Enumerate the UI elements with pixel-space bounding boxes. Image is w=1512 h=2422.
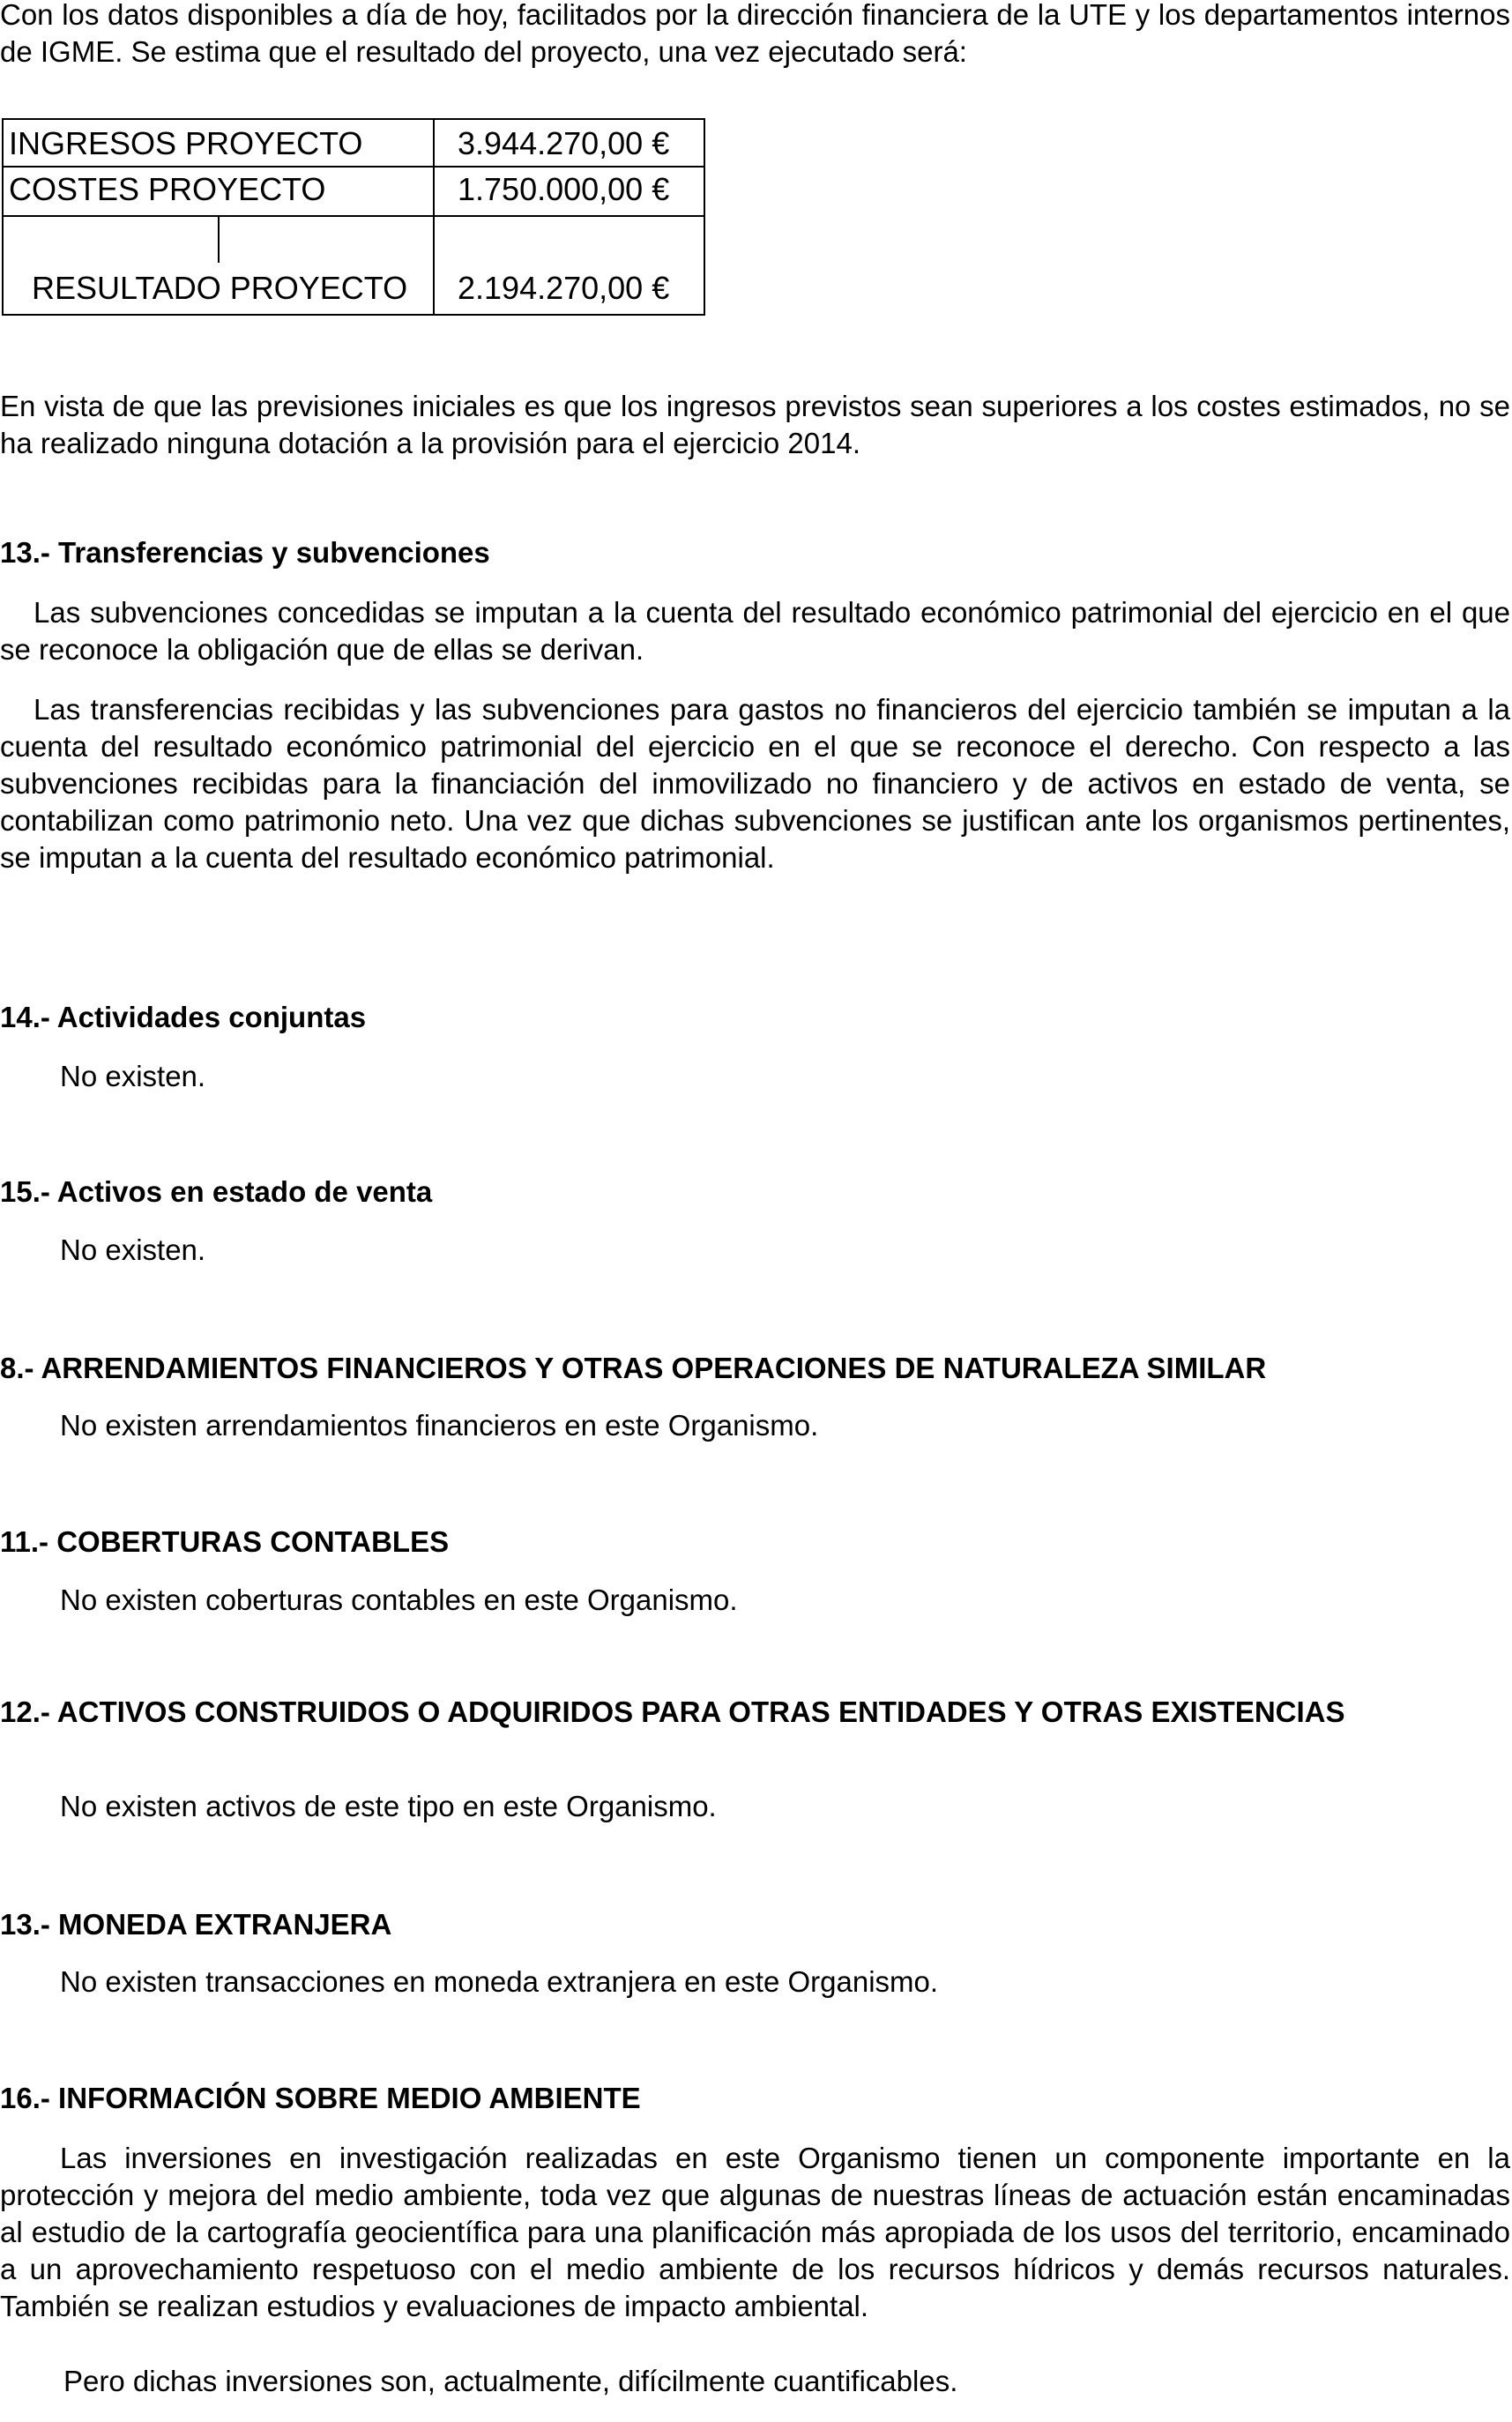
section-heading: 8.- ARRENDAMIENTOS FINANCIEROS Y OTRAS OPERACIONES DE NATURALEZA SIMILAR [0, 1352, 1267, 1384]
section-heading: 14.- Actividades conjuntas [0, 1001, 367, 1033]
section-heading: 11.- COBERTURAS CONTABLES [0, 1525, 450, 1558]
section-text: No existen. [60, 1060, 206, 1092]
table-row-label: COSTES PROYECTO [9, 171, 326, 207]
intro-paragraph: Con los datos disponibles a día de hoy, facilitados por la dirección financiera de la UTE y los departamentos internos de IGME. Se estima que el resultado del proyecto, una vez ejecutado será: [0, 0, 1510, 68]
table-row-value: 1.750.000,00 € [458, 171, 670, 207]
section-heading: 13.- MONEDA EXTRANJERA [0, 1908, 392, 1941]
table-row-label: INGRESOS PROYECTO [9, 125, 363, 161]
section-paragraph: Las subvenciones concedidas se imputan a la cuenta del resultado económico patrimonial del ejercicio en el que se reconoce la obligación que de ellas se derivan. [0, 596, 1510, 666]
section-paragraph: Las transferencias recibidas y las subvenciones para gastos no financieros del ejercicio también se imputan a la cuenta del resultado económico patrimonial del ejercicio en el que se reconoce el derecho. Con respecto a las subvenciones recibidas para la financiación del inmovilizado no financiero y de activos en estado de venta, se contabilizan como patrimonio neto. Una vez que dichas subvenciones se justifican ante los organismos pertinentes, se imputan a la cuenta del resultado económico patrimonial. [0, 693, 1510, 874]
section-text: No existen transacciones en moneda extranjera en este Organismo. [60, 1965, 939, 1998]
section-text: No existen. [60, 1233, 206, 1266]
section-heading: 15.- Activos en estado de venta [0, 1175, 433, 1208]
project-result-table [2, 118, 705, 316]
table-total-label: RESULTADO PROYECTO [32, 270, 408, 306]
table-total-value: 2.194.270,00 € [458, 270, 670, 306]
section-paragraph: Pero dichas inversiones son, actualmente, difícilmente cuantificables. [63, 2365, 958, 2397]
table-column-divider [433, 120, 435, 314]
section-text: No existen activos de este tipo en este Organismo. [60, 1790, 717, 1822]
table-empty-cell-divider [218, 215, 220, 263]
section-heading: 16.- INFORMACIÓN SOBRE MEDIO AMBIENTE [0, 2082, 641, 2114]
table-row-value: 3.944.270,00 € [458, 125, 670, 161]
table-divider [4, 215, 704, 217]
section-text: No existen coberturas contables en este Organismo. [60, 1584, 738, 1616]
provision-paragraph: En vista de que las previsiones iniciales es que los ingresos previstos sean superiores a los costes estimados, no se ha realizado ninguna dotación a la provisión para el ejercicio 2014. [0, 390, 1510, 459]
section-heading: 12.- ACTIVOS CONSTRUIDOS O ADQUIRIDOS PARA OTRAS ENTIDADES Y OTRAS EXISTENCIAS [0, 1695, 1345, 1728]
section-paragraph: Las inversiones en investigación realizadas en este Organismo tienen un componente importante en la protección y mejora del medio ambiente, toda vez que algunas de nuestras líneas de actuación están encaminadas al estudio de la cartografía geocientífica para una planificación más apropiada de los usos del territorio, encaminado a un aprovechamiento respetuoso con el medio ambiente de los recursos hídricos y demás recursos naturales. También se realizan estudios y evaluaciones de impacto ambiental. [0, 2142, 1510, 2322]
section-heading: 13.- Transferencias y subvenciones [0, 536, 490, 569]
section-text: No existen arrendamientos financieros en este Organismo. [60, 1409, 819, 1442]
